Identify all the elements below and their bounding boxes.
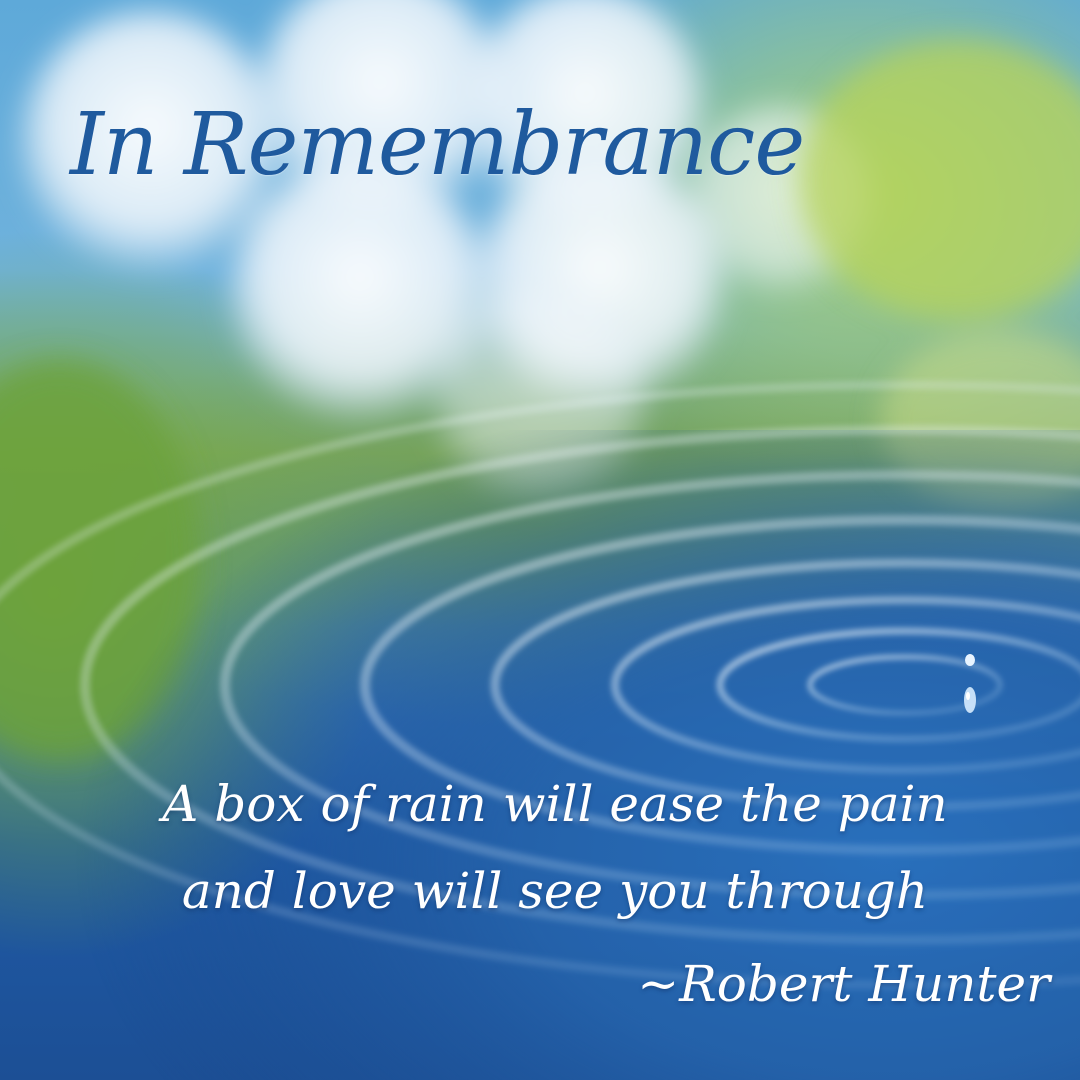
quote-line-2: and love will see you through	[181, 862, 929, 920]
card-title: In Remembrance	[70, 95, 805, 195]
quote-author: ~Robert Hunter	[637, 955, 1050, 1013]
quote-line-1: A box of rain will ease the pain	[162, 775, 948, 833]
